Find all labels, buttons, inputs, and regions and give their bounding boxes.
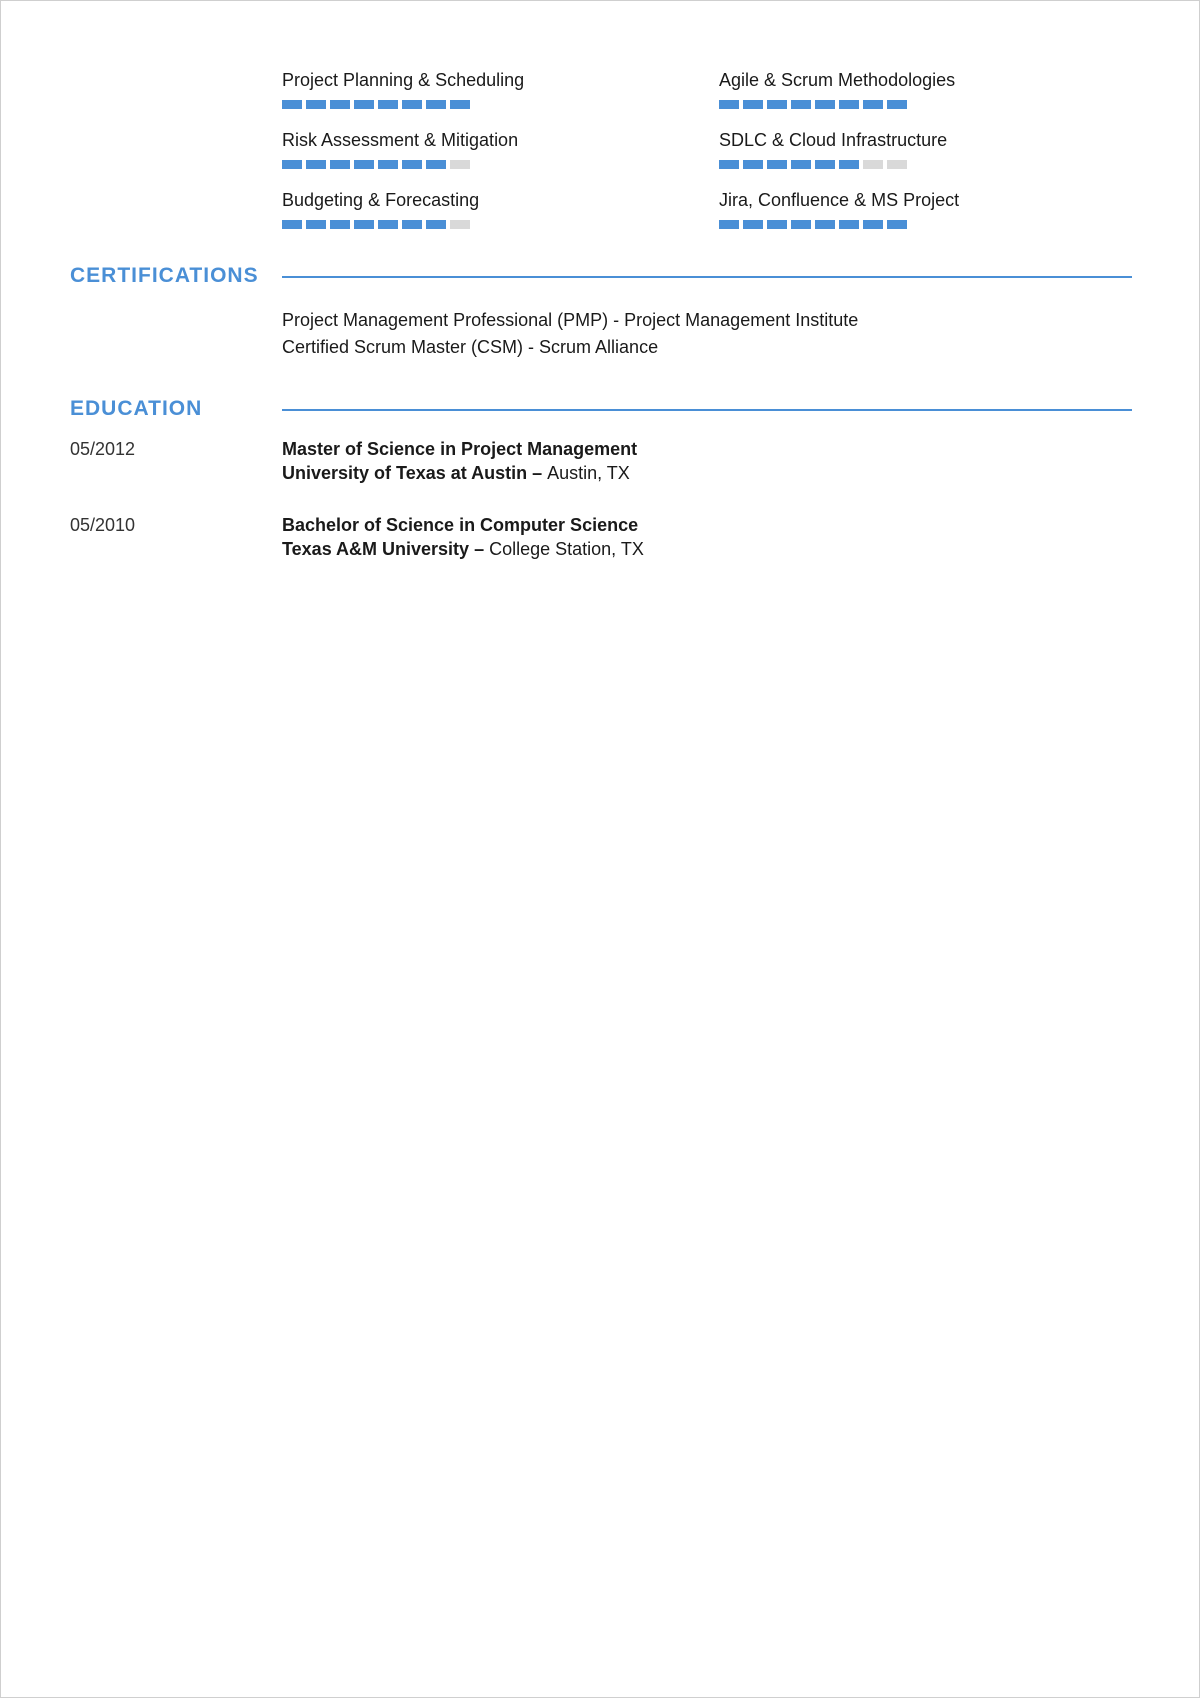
skill-level-bar (282, 100, 719, 109)
skill-level-segment-filled (839, 160, 859, 169)
skill-level-segment-filled (378, 220, 398, 229)
certification-item: Certified Scrum Master (CSM) - Scrum Alliance (282, 337, 659, 357)
degree-title: Bachelor of Science in Computer Science (282, 515, 639, 535)
skill-level-segment-filled (402, 160, 422, 169)
section-title: CERTIFICATIONS (70, 264, 259, 287)
skill-name: Agile & Scrum Methodologies (719, 70, 956, 90)
skill-level-bar (719, 100, 1156, 109)
skill-level-segment-filled (719, 100, 739, 109)
skill-level-segment-filled (354, 160, 374, 169)
skill-level-segment-filled (306, 160, 326, 169)
skill-name: Risk Assessment & Mitigation (282, 130, 519, 150)
skill-level-segment-filled (402, 100, 422, 109)
skill-level-segment-filled (815, 220, 835, 229)
skill-name: Project Planning & Scheduling (282, 70, 525, 90)
skill-level-segment-filled (426, 160, 446, 169)
school-separator: – (527, 463, 548, 483)
skill-item (719, 129, 1156, 173)
certification-item: Project Management Professional (PMP) - Project Management Institute (282, 310, 859, 330)
skill-level-segment-filled (330, 160, 350, 169)
school-location: College Station, TX (489, 539, 644, 559)
skill-item (282, 69, 719, 113)
skill-level-segment-filled (306, 100, 326, 109)
skill-level-segment-filled (887, 100, 907, 109)
skill-level-segment-filled (378, 160, 398, 169)
section-title: EDUCATION (70, 397, 203, 420)
certifications-header (70, 262, 1132, 290)
education-details (282, 437, 637, 485)
graduation-date: 05/2010 (70, 515, 136, 535)
skill-level-segment-filled (719, 160, 739, 169)
skill-level-segment-empty (450, 160, 470, 169)
section-divider (282, 276, 1132, 278)
skill-level-segment-filled (767, 160, 787, 169)
graduation-date: 05/2012 (70, 439, 136, 459)
skill-level-segment-filled (743, 220, 763, 229)
skill-level-segment-filled (767, 220, 787, 229)
skill-level-segment-empty (450, 220, 470, 229)
skill-level-segment-filled (426, 100, 446, 109)
skill-level-segment-filled (815, 160, 835, 169)
education-header (70, 395, 1132, 423)
skill-name: SDLC & Cloud Infrastructure (719, 130, 948, 150)
school-location: Austin, TX (547, 463, 630, 483)
skill-level-segment-filled (354, 220, 374, 229)
skill-level-segment-filled (719, 220, 739, 229)
skill-level-segment-filled (887, 220, 907, 229)
skill-level-segment-filled (791, 160, 811, 169)
skill-level-segment-filled (839, 220, 859, 229)
school-separator: – (469, 539, 490, 559)
skill-level-segment-filled (791, 220, 811, 229)
skill-name: Budgeting & Forecasting (282, 190, 480, 210)
skill-level-segment-filled (378, 100, 398, 109)
skill-level-segment-filled (306, 220, 326, 229)
skill-item (719, 69, 1156, 113)
skill-level-segment-filled (743, 160, 763, 169)
skill-level-segment-filled (354, 100, 374, 109)
skill-level-segment-filled (402, 220, 422, 229)
skill-level-bar (719, 220, 1156, 229)
skill-level-segment-filled (426, 220, 446, 229)
skill-level-segment-empty (863, 160, 883, 169)
school-line (282, 461, 637, 485)
skill-level-segment-filled (330, 100, 350, 109)
skill-level-bar (282, 220, 719, 229)
skills-grid (282, 69, 1162, 233)
skill-item (282, 189, 719, 233)
certifications-list (282, 307, 858, 361)
skill-level-segment-filled (282, 160, 302, 169)
education-details (282, 513, 644, 561)
skill-item (282, 129, 719, 173)
skill-level-segment-filled (839, 100, 859, 109)
skill-level-segment-empty (887, 160, 907, 169)
skill-level-segment-filled (330, 220, 350, 229)
skill-item (719, 189, 1156, 233)
skill-name: Jira, Confluence & MS Project (719, 190, 960, 210)
skill-level-bar (719, 160, 1156, 169)
skill-level-segment-filled (791, 100, 811, 109)
skill-level-segment-filled (815, 100, 835, 109)
skill-level-segment-filled (282, 220, 302, 229)
section-divider (282, 409, 1132, 411)
school-name: Texas A&M University (282, 539, 470, 559)
skill-level-segment-filled (863, 220, 883, 229)
skill-level-segment-filled (743, 100, 763, 109)
skill-level-segment-filled (450, 100, 470, 109)
skill-level-segment-filled (767, 100, 787, 109)
skill-level-segment-filled (863, 100, 883, 109)
school-line (282, 537, 644, 561)
skill-level-bar (282, 160, 719, 169)
degree-title: Master of Science in Project Management (282, 439, 638, 459)
skill-level-segment-filled (282, 100, 302, 109)
school-name: University of Texas at Austin (282, 463, 528, 483)
